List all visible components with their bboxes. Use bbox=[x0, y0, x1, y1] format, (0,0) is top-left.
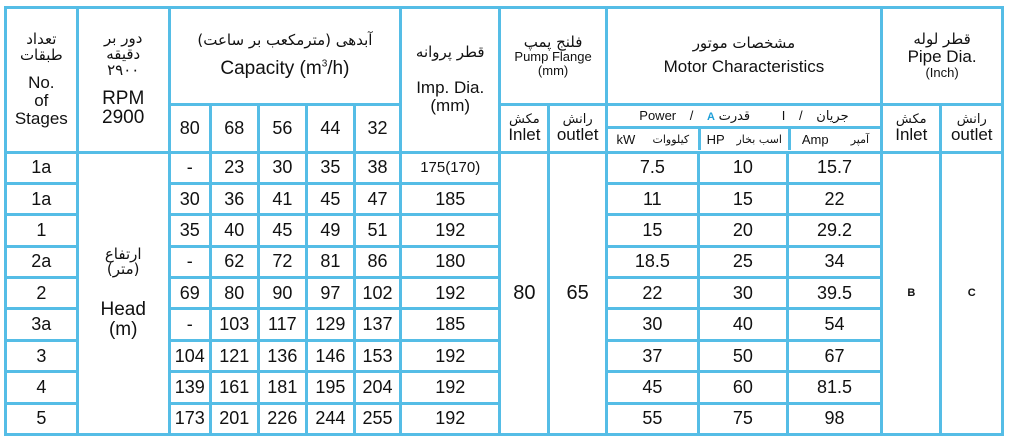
pipe-header-fa: قطر لوله bbox=[913, 30, 971, 49]
head-cell: 80 bbox=[210, 278, 258, 309]
head-cell: 41 bbox=[258, 184, 306, 215]
stage-cell: 3a bbox=[6, 309, 78, 340]
head-cell: 102 bbox=[354, 278, 400, 309]
head-cell: 121 bbox=[210, 340, 258, 371]
stage-cell: 1 bbox=[6, 215, 78, 246]
hp-cell: 10 bbox=[698, 152, 787, 183]
capacity-value-80: 80 bbox=[169, 105, 210, 153]
amp-cell: 98 bbox=[787, 403, 881, 434]
hp-cell: 25 bbox=[698, 246, 787, 277]
kw-cell: 55 bbox=[606, 403, 698, 434]
kw-unit: kW کیلووات bbox=[608, 129, 701, 150]
stage-cell: 1a bbox=[6, 184, 78, 215]
rpm-header-en: RPM 2900 bbox=[102, 87, 145, 129]
head-cell: 195 bbox=[306, 372, 354, 403]
head-cell: - bbox=[169, 246, 210, 277]
amp-cell: 54 bbox=[787, 309, 881, 340]
head-cell: 104 bbox=[169, 340, 210, 371]
head-cell: 181 bbox=[258, 372, 306, 403]
head-cell: 204 bbox=[354, 372, 400, 403]
flange-outlet-header: رانش outlet bbox=[549, 105, 606, 153]
head-cell: 146 bbox=[306, 340, 354, 371]
capacity-value-68: 68 bbox=[210, 105, 258, 153]
stages-header-fa: تعداد طبقات bbox=[19, 30, 63, 65]
flange-header bbox=[500, 8, 606, 105]
hp-cell: 20 bbox=[698, 215, 787, 246]
stage-cell: 2 bbox=[6, 278, 78, 309]
head-cell: 153 bbox=[354, 340, 400, 371]
hp-cell: 30 bbox=[698, 278, 787, 309]
head-cell: 81 bbox=[306, 246, 354, 277]
amp-cell: 29.2 bbox=[787, 215, 881, 246]
head-cell: 201 bbox=[210, 403, 258, 434]
power-current-line: Power / A قدرت I / جریان bbox=[608, 106, 880, 129]
stage-cell: 3 bbox=[6, 340, 78, 371]
capacity-value-32: 32 bbox=[354, 105, 400, 153]
head-cell: 69 bbox=[169, 278, 210, 309]
kw-cell: 45 bbox=[606, 372, 698, 403]
head-cell: - bbox=[169, 152, 210, 183]
pipe-outlet-value: C bbox=[941, 152, 1003, 434]
head-cell: 72 bbox=[258, 246, 306, 277]
imp-dia-cell: 192 bbox=[401, 215, 500, 246]
hp-cell: 15 bbox=[698, 184, 787, 215]
motor-header-fa: مشخصات موتور bbox=[692, 34, 796, 53]
kw-cell: 18.5 bbox=[606, 246, 698, 277]
stage-cell: 1a bbox=[6, 152, 78, 183]
stage-cell: 4 bbox=[6, 372, 78, 403]
hp-unit: HP اسب بخار bbox=[701, 129, 791, 150]
flange-header-fa: فلنج پمپ bbox=[523, 32, 583, 51]
hp-cell: 75 bbox=[698, 403, 787, 434]
head-cell: 244 bbox=[306, 403, 354, 434]
amp-cell: 22 bbox=[787, 184, 881, 215]
head-cell: 255 bbox=[354, 403, 400, 434]
head-cell: 30 bbox=[258, 152, 306, 183]
head-cell: 117 bbox=[258, 309, 306, 340]
amp-cell: 81.5 bbox=[787, 372, 881, 403]
head-label-en: Head (m) bbox=[100, 299, 146, 341]
motor-header bbox=[606, 8, 881, 105]
rpm-header-fa: دور بر دقیقه ۲۹۰۰ bbox=[104, 29, 143, 79]
flange-inlet-value: 80 bbox=[500, 152, 549, 434]
stage-cell: 5 bbox=[6, 403, 78, 434]
head-cell: 45 bbox=[306, 184, 354, 215]
imp-dia-header bbox=[401, 8, 500, 153]
pipe-outlet-header: رانش outlet bbox=[941, 105, 1003, 153]
head-label-cell bbox=[77, 152, 169, 434]
imp-dia-cell: 192 bbox=[401, 372, 500, 403]
head-cell: 97 bbox=[306, 278, 354, 309]
imp-dia-cell: 192 bbox=[401, 403, 500, 434]
stages-header-en: No. of Stages bbox=[14, 72, 68, 128]
head-cell: 173 bbox=[169, 403, 210, 434]
head-cell: 137 bbox=[354, 309, 400, 340]
motor-header-en: Motor Characteristics bbox=[663, 57, 825, 77]
head-label-fa: ارتفاع (متر) bbox=[104, 244, 142, 279]
head-cell: 139 bbox=[169, 372, 210, 403]
head-cell: 49 bbox=[306, 215, 354, 246]
flange-header-en: Pump Flange (mm) bbox=[514, 49, 592, 78]
table-row bbox=[6, 152, 1003, 183]
head-cell: 35 bbox=[306, 152, 354, 183]
capacity-header-en: Capacity $(m^3/h)$ bbox=[220, 57, 350, 79]
imp-dia-cell: 185 bbox=[401, 184, 500, 215]
imp-dia-cell: 192 bbox=[401, 340, 500, 371]
head-cell: 103 bbox=[210, 309, 258, 340]
head-cell: 136 bbox=[258, 340, 306, 371]
imp-dia-header-en: Imp. Dia. (mm) bbox=[416, 77, 485, 115]
kw-cell: 22 bbox=[606, 278, 698, 309]
head-cell: 90 bbox=[258, 278, 306, 309]
head-cell: 35 bbox=[169, 215, 210, 246]
capacity-value-56: 56 bbox=[258, 105, 306, 153]
header-row-1 bbox=[6, 8, 1003, 57]
imp-dia-cell: 180 bbox=[401, 246, 500, 277]
flange-inlet-header: مکش Inlet bbox=[500, 105, 549, 153]
head-cell: 161 bbox=[210, 372, 258, 403]
kw-cell: 11 bbox=[606, 184, 698, 215]
hp-cell: 50 bbox=[698, 340, 787, 371]
stage-cell: 2a bbox=[6, 246, 78, 277]
kw-cell: 30 bbox=[606, 309, 698, 340]
kw-cell: 37 bbox=[606, 340, 698, 371]
unit-line bbox=[608, 129, 880, 150]
head-cell: 62 bbox=[210, 246, 258, 277]
head-cell: 45 bbox=[258, 215, 306, 246]
imp-dia-header-fa: قطر پروانه bbox=[415, 43, 485, 62]
pipe-inlet-header: مکش Inlet bbox=[882, 105, 941, 153]
rpm-header bbox=[77, 8, 169, 153]
imp-dia-cell: 192 bbox=[401, 278, 500, 309]
amp-cell: 39.5 bbox=[787, 278, 881, 309]
head-cell: 47 bbox=[354, 184, 400, 215]
capacity-header bbox=[169, 8, 400, 105]
head-cell: - bbox=[169, 309, 210, 340]
amp-unit: Amp آمپر bbox=[801, 132, 870, 148]
imp-dia-cell: 185 bbox=[401, 309, 500, 340]
head-cell: 226 bbox=[258, 403, 306, 434]
head-cell: 51 bbox=[354, 215, 400, 246]
pipe-inlet-value: B bbox=[882, 152, 941, 434]
amp-cell: 15.7 bbox=[787, 152, 881, 183]
head-cell: 38 bbox=[354, 152, 400, 183]
head-cell: 23 bbox=[210, 152, 258, 183]
head-cell: 129 bbox=[306, 309, 354, 340]
hp-cell: 60 bbox=[698, 372, 787, 403]
imp-dia-cell: 175(170) bbox=[401, 152, 500, 183]
kw-cell: 15 bbox=[606, 215, 698, 246]
kw-cell: 7.5 bbox=[606, 152, 698, 183]
capacity-value-44: 44 bbox=[306, 105, 354, 153]
amp-cell: 34 bbox=[787, 246, 881, 277]
flange-outlet-value: 65 bbox=[549, 152, 606, 434]
motor-subheader bbox=[606, 105, 881, 153]
head-cell: 86 bbox=[354, 246, 400, 277]
pipe-header-en: Pipe Dia. (Inch) bbox=[907, 47, 977, 81]
pipe-header bbox=[882, 8, 1003, 105]
hp-cell: 40 bbox=[698, 309, 787, 340]
head-cell: 30 bbox=[169, 184, 210, 215]
head-cell: 40 bbox=[210, 215, 258, 246]
amp-cell: 67 bbox=[787, 340, 881, 371]
head-cell: 36 bbox=[210, 184, 258, 215]
pump-performance-table bbox=[4, 6, 1004, 436]
motor-note-letter: A bbox=[707, 111, 715, 124]
stages-header bbox=[6, 8, 78, 153]
capacity-header-fa: آبدهی (مترمکعب بر ساعت) bbox=[197, 31, 373, 50]
